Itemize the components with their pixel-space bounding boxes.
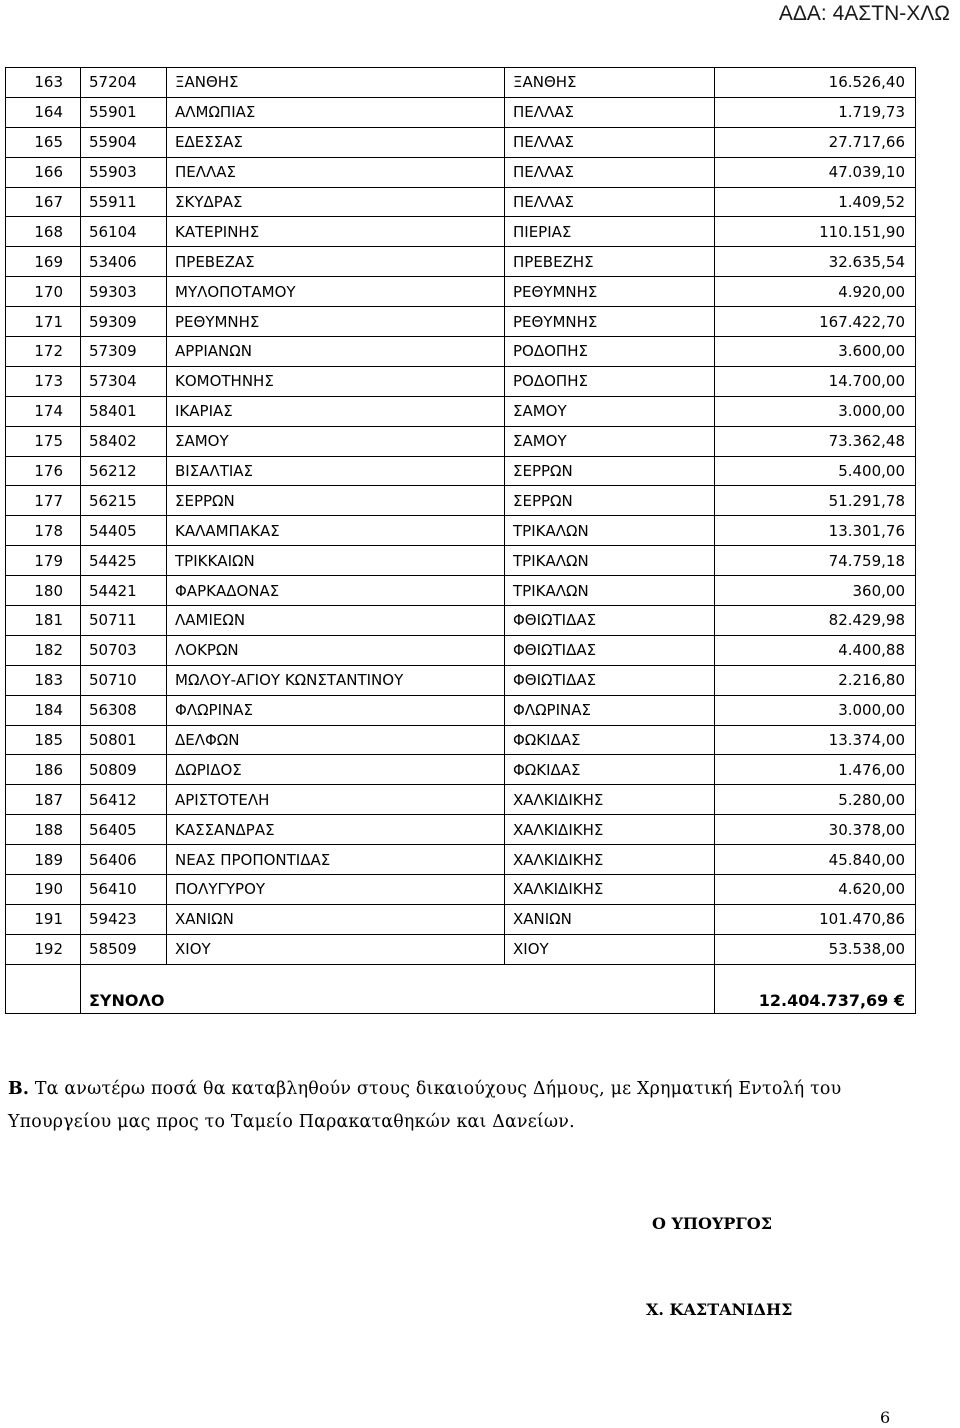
cell-amount: 32.635,54 (715, 247, 916, 277)
table-row (6, 576, 916, 606)
cell-municipality-name: ΑΡΡΙΑΝΩΝ (167, 337, 505, 367)
total-label: ΣΥΝΟΛΟ (81, 964, 715, 1013)
cell-prefecture-name: ΠΕΛΛΑΣ (505, 187, 715, 217)
ada-code: ΑΔΑ: 4ΑΣΤΝ-ΧΛΩ (778, 2, 950, 25)
table-row (6, 337, 916, 367)
table-row (6, 486, 916, 516)
total-row (6, 964, 916, 1013)
cell-municipality-code: 50801 (81, 725, 167, 755)
cell-amount: 27.717,66 (715, 127, 916, 157)
cell-municipality-name: ΜΥΛΟΠΟΤΑΜΟΥ (167, 277, 505, 307)
cell-municipality-name: ΝΕΑΣ ΠΡΟΠΟΝΤΙΔΑΣ (167, 845, 505, 875)
cell-row-number: 170 (6, 277, 81, 307)
table-row (6, 187, 916, 217)
cell-prefecture-name: ΠΙΕΡΙΑΣ (505, 217, 715, 247)
cell-municipality-code: 59309 (81, 307, 167, 337)
table-row (6, 725, 916, 755)
cell-amount: 5.280,00 (715, 785, 916, 815)
cell-municipality-code: 50703 (81, 635, 167, 665)
table-row (6, 97, 916, 127)
cell-prefecture-name: ΤΡΙΚΑΛΩΝ (505, 576, 715, 606)
cell-prefecture-name: ΧΑΝΙΩΝ (505, 904, 715, 934)
cell-municipality-code: 54421 (81, 576, 167, 606)
cell-municipality-name: ΔΕΛΦΩΝ (167, 725, 505, 755)
table-row (6, 516, 916, 546)
table-row (6, 217, 916, 247)
table-row (6, 157, 916, 187)
cell-row-number: 183 (6, 665, 81, 695)
cell-row-number: 163 (6, 68, 81, 98)
cell-row-number: 175 (6, 426, 81, 456)
signature-name: Χ. ΚΑΣΤΑΝΙΔΗΣ (646, 1300, 793, 1319)
cell-municipality-name: ΕΔΕΣΣΑΣ (167, 127, 505, 157)
cell-municipality-code: 57204 (81, 68, 167, 98)
cell-municipality-code: 55903 (81, 157, 167, 187)
table-row (6, 366, 916, 396)
cell-amount: 2.216,80 (715, 665, 916, 695)
cell-amount: 360,00 (715, 576, 916, 606)
table-row (6, 635, 916, 665)
table-row (6, 247, 916, 277)
payments-table (5, 67, 916, 1014)
cell-municipality-code: 58402 (81, 426, 167, 456)
cell-municipality-code: 56212 (81, 456, 167, 486)
payment-note-paragraph (8, 1073, 908, 1139)
cell-municipality-name: ΙΚΑΡΙΑΣ (167, 396, 505, 426)
cell-municipality-name: ΞΑΝΘΗΣ (167, 68, 505, 98)
cell-municipality-name: ΑΛΜΩΠΙΑΣ (167, 97, 505, 127)
cell-prefecture-name: ΡΕΘΥΜΝΗΣ (505, 277, 715, 307)
cell-amount: 101.470,86 (715, 904, 916, 934)
cell-prefecture-name: ΤΡΙΚΑΛΩΝ (505, 546, 715, 576)
cell-row-number: 171 (6, 307, 81, 337)
cell-municipality-name: ΚΑΤΕΡΙΝΗΣ (167, 217, 505, 247)
cell-municipality-name: ΠΕΛΛΑΣ (167, 157, 505, 187)
cell-municipality-code: 55901 (81, 97, 167, 127)
cell-amount: 74.759,18 (715, 546, 916, 576)
cell-municipality-code: 56308 (81, 695, 167, 725)
cell-amount: 13.374,00 (715, 725, 916, 755)
cell-prefecture-name: ΧΑΛΚΙΔΙΚΗΣ (505, 785, 715, 815)
table-row (6, 934, 916, 964)
cell-municipality-code: 50809 (81, 755, 167, 785)
cell-amount: 16.526,40 (715, 68, 916, 98)
cell-prefecture-name: ΦΩΚΙΔΑΣ (505, 755, 715, 785)
cell-amount: 47.039,10 (715, 157, 916, 187)
cell-municipality-code: 56412 (81, 785, 167, 815)
table-row (6, 755, 916, 785)
cell-prefecture-name: ΦΘΙΩΤΙΔΑΣ (505, 665, 715, 695)
cell-municipality-name: ΦΛΩΡΙΝΑΣ (167, 695, 505, 725)
cell-amount: 5.400,00 (715, 456, 916, 486)
cell-municipality-name: ΑΡΙΣΤΟΤΕΛΗ (167, 785, 505, 815)
cell-prefecture-name: ΠΕΛΛΑΣ (505, 157, 715, 187)
cell-municipality-name: ΛΟΚΡΩΝ (167, 635, 505, 665)
total-value: 12.404.737,69 € (715, 964, 916, 1013)
cell-amount: 73.362,48 (715, 426, 916, 456)
cell-prefecture-name: ΠΕΛΛΑΣ (505, 97, 715, 127)
cell-prefecture-name: ΞΑΝΘΗΣ (505, 68, 715, 98)
cell-amount: 110.151,90 (715, 217, 916, 247)
cell-municipality-name: ΣΑΜΟΥ (167, 426, 505, 456)
cell-row-number: 174 (6, 396, 81, 426)
cell-prefecture-name: ΣΑΜΟΥ (505, 396, 715, 426)
cell-amount: 3.000,00 (715, 396, 916, 426)
table-row (6, 127, 916, 157)
cell-municipality-code: 56104 (81, 217, 167, 247)
cell-row-number: 192 (6, 934, 81, 964)
cell-prefecture-name: ΦΩΚΙΔΑΣ (505, 725, 715, 755)
cell-municipality-code: 59303 (81, 277, 167, 307)
table-row (6, 426, 916, 456)
cell-municipality-code: 57309 (81, 337, 167, 367)
cell-amount: 51.291,78 (715, 486, 916, 516)
page-number: 6 (880, 1408, 891, 1427)
cell-municipality-code: 50711 (81, 606, 167, 636)
cell-municipality-code: 50710 (81, 665, 167, 695)
cell-row-number: 189 (6, 845, 81, 875)
cell-amount: 45.840,00 (715, 845, 916, 875)
cell-municipality-name: ΒΙΣΑΛΤΙΑΣ (167, 456, 505, 486)
cell-row-number: 187 (6, 785, 81, 815)
cell-municipality-code: 56405 (81, 815, 167, 845)
cell-amount: 4.620,00 (715, 875, 916, 905)
cell-municipality-name: ΚΑΣΣΑΝΔΡΑΣ (167, 815, 505, 845)
cell-row-number: 184 (6, 695, 81, 725)
cell-municipality-name: ΡΕΘΥΜΝΗΣ (167, 307, 505, 337)
cell-municipality-name: ΔΩΡΙΔΟΣ (167, 755, 505, 785)
signature-title: Ο ΥΠΟΥΡΓΟΣ (652, 1214, 773, 1233)
cell-row-number: 185 (6, 725, 81, 755)
cell-municipality-name: ΠΡΕΒΕΖΑΣ (167, 247, 505, 277)
total-spacer-cell (6, 964, 81, 1013)
cell-prefecture-name: ΧΑΛΚΙΔΙΚΗΣ (505, 845, 715, 875)
cell-row-number: 173 (6, 366, 81, 396)
cell-prefecture-name: ΡΕΘΥΜΝΗΣ (505, 307, 715, 337)
cell-prefecture-name: ΠΡΕΒΕΖΗΣ (505, 247, 715, 277)
cell-amount: 4.400,88 (715, 635, 916, 665)
table-row (6, 396, 916, 426)
cell-prefecture-name: ΦΛΩΡΙΝΑΣ (505, 695, 715, 725)
table-row (6, 845, 916, 875)
cell-prefecture-name: ΡΟΔΟΠΗΣ (505, 337, 715, 367)
cell-municipality-code: 55904 (81, 127, 167, 157)
cell-row-number: 179 (6, 546, 81, 576)
cell-prefecture-name: ΣΑΜΟΥ (505, 426, 715, 456)
cell-row-number: 191 (6, 904, 81, 934)
cell-row-number: 168 (6, 217, 81, 247)
cell-municipality-code: 55911 (81, 187, 167, 217)
payments-table-body (6, 68, 916, 1014)
cell-row-number: 169 (6, 247, 81, 277)
cell-amount: 82.429,98 (715, 606, 916, 636)
table-row (6, 785, 916, 815)
cell-prefecture-name: ΡΟΔΟΠΗΣ (505, 366, 715, 396)
cell-row-number: 178 (6, 516, 81, 546)
cell-prefecture-name: ΣΕΡΡΩΝ (505, 456, 715, 486)
cell-amount: 53.538,00 (715, 934, 916, 964)
cell-amount: 1.409,52 (715, 187, 916, 217)
cell-amount: 167.422,70 (715, 307, 916, 337)
cell-municipality-name: ΦΑΡΚΑΔΟΝΑΣ (167, 576, 505, 606)
cell-row-number: 186 (6, 755, 81, 785)
cell-municipality-name: ΣΕΡΡΩΝ (167, 486, 505, 516)
cell-amount: 1.719,73 (715, 97, 916, 127)
cell-amount: 14.700,00 (715, 366, 916, 396)
cell-municipality-code: 56406 (81, 845, 167, 875)
cell-municipality-code: 54425 (81, 546, 167, 576)
cell-row-number: 167 (6, 187, 81, 217)
cell-row-number: 164 (6, 97, 81, 127)
cell-amount: 3.600,00 (715, 337, 916, 367)
cell-municipality-name: ΧΑΝΙΩΝ (167, 904, 505, 934)
paragraph-marker: Β. (8, 1079, 30, 1099)
cell-prefecture-name: ΠΕΛΛΑΣ (505, 127, 715, 157)
table-row (6, 815, 916, 845)
cell-amount: 4.920,00 (715, 277, 916, 307)
cell-amount: 3.000,00 (715, 695, 916, 725)
cell-row-number: 176 (6, 456, 81, 486)
cell-prefecture-name: ΧΑΛΚΙΔΙΚΗΣ (505, 875, 715, 905)
cell-amount: 30.378,00 (715, 815, 916, 845)
table-row (6, 904, 916, 934)
cell-prefecture-name: ΧΙΟΥ (505, 934, 715, 964)
cell-municipality-name: ΧΙΟΥ (167, 934, 505, 964)
cell-prefecture-name: ΦΘΙΩΤΙΔΑΣ (505, 635, 715, 665)
cell-municipality-code: 54405 (81, 516, 167, 546)
cell-prefecture-name: ΦΘΙΩΤΙΔΑΣ (505, 606, 715, 636)
cell-prefecture-name: ΣΕΡΡΩΝ (505, 486, 715, 516)
cell-row-number: 177 (6, 486, 81, 516)
paragraph-text: Τα ανωτέρω ποσά θα καταβληθούν στους δικαιούχους Δήμους, με Χρηματική Εντολή του Υπουργείου μας προς το Ταμείο Παρακαταθηκών και Δανείων. (8, 1079, 842, 1132)
cell-municipality-name: ΛΑΜΙΕΩΝ (167, 606, 505, 636)
cell-prefecture-name: ΧΑΛΚΙΔΙΚΗΣ (505, 815, 715, 845)
cell-municipality-code: 56215 (81, 486, 167, 516)
cell-municipality-code: 58509 (81, 934, 167, 964)
cell-amount: 13.301,76 (715, 516, 916, 546)
cell-row-number: 180 (6, 576, 81, 606)
table-row (6, 68, 916, 98)
table-row (6, 307, 916, 337)
cell-row-number: 165 (6, 127, 81, 157)
cell-amount: 1.476,00 (715, 755, 916, 785)
cell-row-number: 166 (6, 157, 81, 187)
table-row (6, 606, 916, 636)
table-row (6, 665, 916, 695)
cell-municipality-name: ΚΟΜΟΤΗΝΗΣ (167, 366, 505, 396)
cell-row-number: 181 (6, 606, 81, 636)
table-row (6, 277, 916, 307)
cell-row-number: 182 (6, 635, 81, 665)
cell-prefecture-name: ΤΡΙΚΑΛΩΝ (505, 516, 715, 546)
cell-row-number: 188 (6, 815, 81, 845)
cell-row-number: 172 (6, 337, 81, 367)
cell-municipality-name: ΜΩΛΟΥ-ΑΓΙΟΥ ΚΩΝΣΤΑΝΤΙΝΟΥ (167, 665, 505, 695)
table-row (6, 875, 916, 905)
cell-row-number: 190 (6, 875, 81, 905)
cell-municipality-code: 57304 (81, 366, 167, 396)
table-row (6, 546, 916, 576)
cell-municipality-name: ΤΡΙΚΚΑΙΩΝ (167, 546, 505, 576)
cell-municipality-name: ΚΑΛΑΜΠΑΚΑΣ (167, 516, 505, 546)
cell-municipality-code: 59423 (81, 904, 167, 934)
table-row (6, 456, 916, 486)
cell-municipality-code: 56410 (81, 875, 167, 905)
table-row (6, 695, 916, 725)
cell-municipality-name: ΣΚΥΔΡΑΣ (167, 187, 505, 217)
cell-municipality-code: 53406 (81, 247, 167, 277)
cell-municipality-code: 58401 (81, 396, 167, 426)
cell-municipality-name: ΠΟΛΥΓΥΡΟΥ (167, 875, 505, 905)
